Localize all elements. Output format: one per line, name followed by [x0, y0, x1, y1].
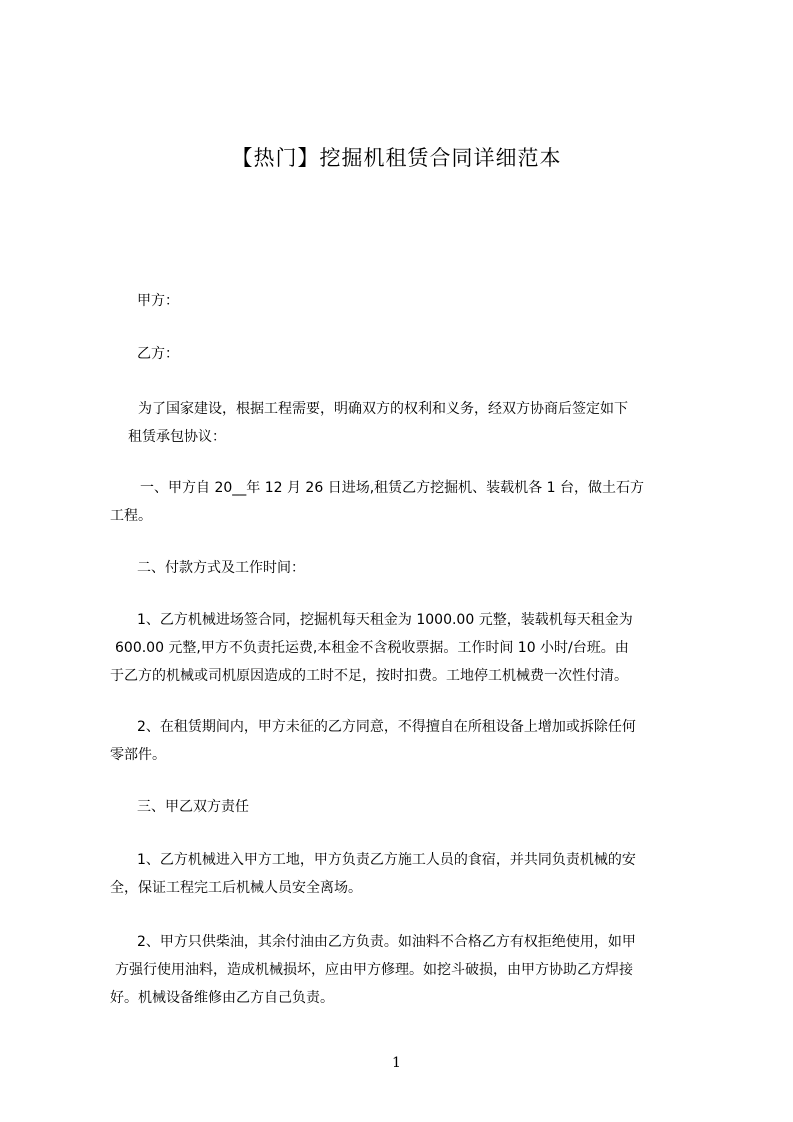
- clause-1-paragraph: [110, 474, 710, 530]
- paragraph-line: 2、在租赁期间内，甲方未征的乙方同意，不得擅自在所租设备上增加或拆除任何: [137, 719, 636, 735]
- paragraph-line: 600.00 元整,甲方不负责托运费,本租金不含税收票据。工作时间 10 小时/台班。由: [115, 640, 629, 656]
- paragraph-line: 1、乙方机械进场签合同，挖掘机每天租金为 1000.00 元整，装载机每天租金为: [137, 612, 633, 628]
- section-3-heading: [110, 793, 710, 821]
- paragraph-line: 1、乙方机械进入甲方工地，甲方负责乙方施工人员的食宿，并共同负责机械的安: [137, 852, 636, 868]
- section-2-item-1: [110, 606, 710, 690]
- paragraph-line: 一、甲方自 20__年 12 月 26 日进场,租赁乙方挖掘机、装载机各 1 台，做土石方: [140, 480, 644, 496]
- party-a-label: [110, 287, 710, 315]
- section-heading: 二、付款方式及工作时间：: [137, 560, 305, 576]
- section-2-item-2: [110, 713, 710, 769]
- paragraph-line: 好。机械设备维修由乙方自己负责。: [110, 990, 334, 1006]
- section-3-item-2: [110, 928, 710, 1012]
- paragraph-line: 2、甲方只供柴油，其余付油由乙方负责。如油料不合格乙方有权拒绝使用，如甲: [137, 934, 636, 950]
- paragraph-line: 工程。: [110, 508, 152, 524]
- party-b-line: 乙方：: [137, 346, 179, 362]
- paragraph-line: 于乙方的机械或司机原因造成的工时不足，按时扣费。工地停工机械费一次性付清。: [110, 668, 628, 684]
- intro-paragraph: [110, 395, 710, 451]
- page-number: 1: [392, 1055, 401, 1071]
- document-title: 【热门】挖掘机租赁合同详细范本: [231, 146, 562, 170]
- paragraph-line: 租赁承包协议：: [128, 429, 226, 445]
- section-3-item-1: [110, 846, 710, 902]
- paragraph-line: 零部件。: [110, 747, 166, 763]
- paragraph-line: 为了国家建设，根据工程需要，明确双方的权利和义务，经双方协商后签定如下: [138, 401, 628, 417]
- paragraph-line: 全，保证工程完工后机械人员安全离场。: [110, 880, 362, 896]
- section-2-heading: [110, 554, 710, 582]
- paragraph-line: 方强行使用油料，造成机械损坏，应由甲方修理。如挖斗破损，由甲方协助乙方焊接: [115, 962, 633, 978]
- party-a-line: 甲方：: [137, 293, 179, 309]
- section-heading: 三、甲乙双方责任: [137, 799, 249, 815]
- party-b-label: [110, 340, 710, 368]
